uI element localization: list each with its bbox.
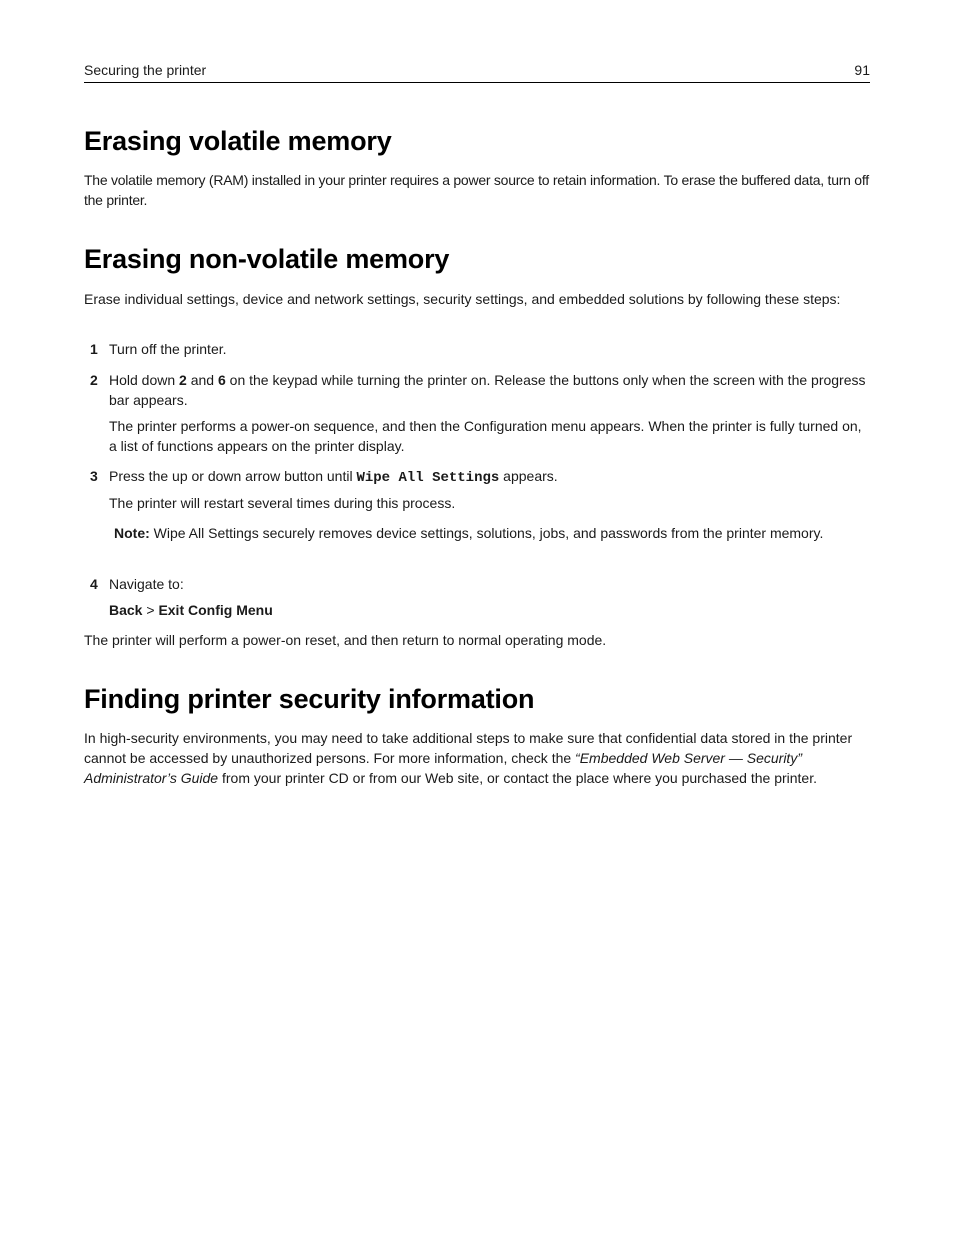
non-volatile-intro-paragraph: Erase individual settings, device and network settings, security settings, and embedded solutions by following these steps: — [84, 291, 841, 307]
header-page-number: 91 — [854, 62, 870, 78]
step-3-followup: The printer will restart several times during this process. — [109, 495, 456, 511]
header-section-name: Securing the printer — [84, 62, 207, 78]
step-2-followup: The printer performs a power-on sequence, and then the Configuration menu appears. When the printer is fully turned on, a list of functions appears on the printer display. — [109, 418, 862, 454]
heading-finding-printer-security-information: Finding printer security information — [84, 684, 535, 714]
nav-exit-config-menu: Exit Config Menu — [158, 602, 273, 618]
step-4-text: Navigate to: — [109, 576, 184, 592]
navigation-path: Back > Exit Config Menu — [109, 602, 273, 618]
key-6: 6 — [217, 372, 226, 388]
step-2-text: Hold down 2 and 6 on the keypad while turning the printer on. Release the buttons only when the screen with the progress bar appears. — [109, 372, 866, 408]
running-header — [84, 60, 870, 83]
step-2-number: 2 — [90, 372, 98, 388]
wipe-all-settings-code: Wipe All Settings — [356, 470, 500, 486]
non-volatile-outro-paragraph: The printer will perform a power-on reset, and then return to normal operating mode. — [84, 632, 607, 648]
admin-guide-title: “Embedded Web Server — Security” Administrator’s Guide — [84, 750, 802, 786]
nav-back: Back — [109, 602, 143, 618]
step-3-note: Note: Wipe All Settings securely removes device settings, solutions, jobs, and passwords from the printer memory. — [114, 525, 824, 541]
step-3-text: Press the up or down arrow button until Wipe All Settings appears. — [109, 468, 558, 486]
heading-erasing-non-volatile-memory: Erasing non-volatile memory — [84, 244, 450, 274]
step-1-text: Turn off the printer. — [109, 341, 227, 357]
volatile-memory-paragraph: The volatile memory (RAM) installed in your printer requires a power source to retain information. To erase the buffered data, turn off the printer. — [84, 172, 869, 208]
key-2: 2 — [179, 372, 187, 388]
step-4-number: 4 — [90, 576, 98, 592]
heading-erasing-volatile-memory: Erasing volatile memory — [84, 126, 392, 156]
security-information-paragraph: In high-security environments, you may need to take additional steps to make sure that confidential data stored in the printer cannot be accessed by unauthorized persons. For more information, check the “Embedded Web Server — Security” Administrator’s Guide from your printer CD or from our Web site, or contact the place where you purchased the printer. — [84, 730, 853, 786]
step-1-number: 1 — [90, 341, 98, 357]
step-3-number: 3 — [90, 468, 98, 484]
note-label: Note: — [114, 525, 150, 541]
